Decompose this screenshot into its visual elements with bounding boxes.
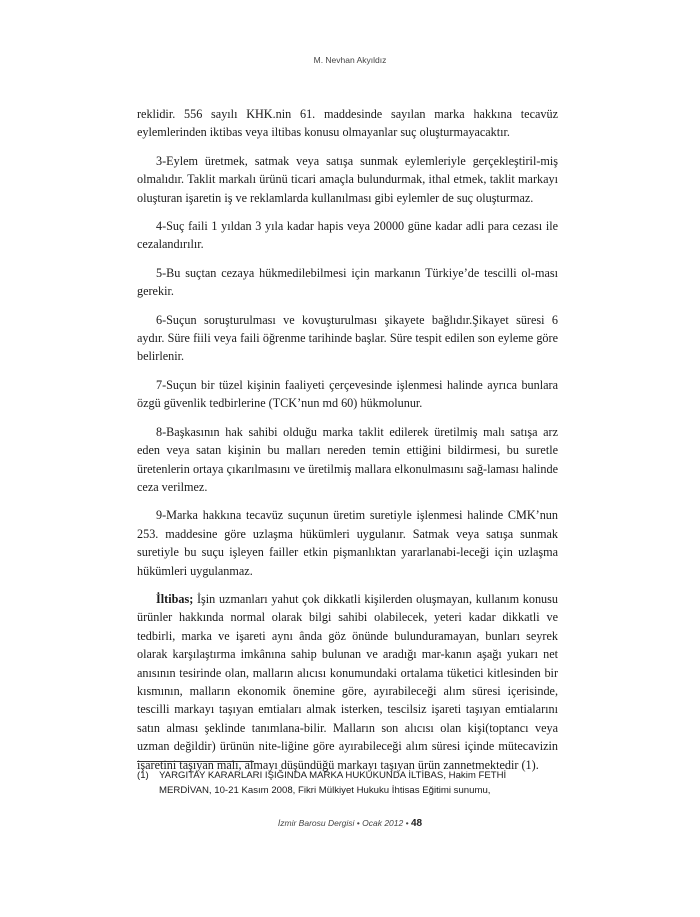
paragraph-continuation: reklidir. 556 sayılı KHK.nin 61. maddesinde sayılan marka hakkına tecavüz eylemlerinden iktibas veya iltibas konusu olmayanlar suç oluşturmayacaktır. xyxy=(137,107,558,140)
paragraph-item-4: 4-Suç faili 1 yıldan 3 yıla kadar hapis veya 20000 güne kadar adli para cezası ile cezalandırılır. xyxy=(137,219,558,252)
paragraph-item-3: 3-Eylem üretmek, satmak veya satışa sunmak eylemleriyle gerçekleştiril-miş olmalıdır. Taklit markalı ürünü ticari amaçla bulundurmak, ithal etmek, taklit markayı oluşturan işaretin iş ve reklamlarda kullanılması gibi eylemler de suç oluşturmaz. xyxy=(137,153,558,205)
footnote-separator xyxy=(137,761,254,762)
paragraph-iltibas-text: İşin uzmanları yahut çok dikkatli kişilerden oluşmayan, kullanım konusu ürünler hakkında normal olarak bilgi sahibi olabilecek, yeteri kadar dikkatli ve tedbirli, marka ve işareti aynı ânda göz önünde bulunduramayan, bunları seyrek olarak karşılaştırma imkânına sahip bulunan ve aradığı mar-kanın aşağı yukarı net anısının tesirinde olan, malların alıcısı konumundaki ortalama tüketici kitlesinden bir kısmının, malların ekonomik önemine göre, ayırabileceği alım süresi içerisinde, tescilli markayı taşıyan emtiaları almak isterken, tescilsiz işareti taşıyan emtialarını satın alması şeklinde tanımlana-bilir. Malların son alıcısı olan kişi(toptancı veya uzman değildir) ürünün nite-liğine göre ayırabileceği alım süresi içinde mütecavizin işaretini taşıyan malı, almayı düşündüğü markayı taşıyan ürün zannetmektedir (1). xyxy=(137,591,558,772)
paragraph-item-8: 8-Başkasının hak sahibi olduğu marka taklit edilerek üretilmiş malı satışa arz eden veya satan kişinin bu malları nereden temin ettiğini bildirmesi, bu suretle üretenlerin ortaya çıkarılmasını ve üretilmiş mallara elkonulmasını sağ-laması halinde ceza verilmez. xyxy=(137,424,558,494)
page-number: 48 xyxy=(410,818,423,829)
paragraph-item-7: 7-Suçun bir tüzel kişinin faaliyeti çerçevesinde işlenmesi halinde ayrıca bunlara özgü güvenlik tedbirlerine (TCK’nun md 60) hükmolunur. xyxy=(137,377,558,411)
paragraph-item-5: 5-Bu suçtan cezaya hükmedilebilmesi için markanın Türkiye’de tescilli ol-ması gerekir. xyxy=(137,265,558,299)
journal-citation: İzmir Barosu Dergisi • Ocak 2012 • xyxy=(277,818,409,828)
footnote xyxy=(137,768,558,798)
paragraph-item-9: 9-Marka hakkına tecavüz suçunun üretim suretiyle işlenmesi halinde CMK’nun 253. maddesine göre uzlaşma hükümleri uygulanır. Satmak veya satışa sunmak suretiyle bu suçu işleyen failler etkin pişmanlıktan yararlanabi-leceği için uzlaşma hükümleri uygulanmaz. xyxy=(137,508,558,578)
running-footer xyxy=(0,818,700,829)
running-header: M. Nevhan Akyıldız xyxy=(313,55,387,65)
footnote-marker: (1) xyxy=(137,770,149,781)
paragraph-iltibas xyxy=(137,590,558,774)
term-iltibas: İltibas; xyxy=(156,591,194,606)
footnote-text: YARGITAY KARARLARI IŞIĞINDA MARKA HUKUKUNDA İLTİBAS, Hakim FETHİ MERDİVAN, 10-21 Kasım 2008, Fikri Mülkiyet Hukuku İhtisas Eğitimi sunumu, xyxy=(159,770,507,796)
body-text xyxy=(137,105,558,774)
paragraph-item-6: 6-Suçun soruşturulması ve kovuşturulması şikayete bağlıdır.Şikayet süresi 6 aydır. Süre fiili veya faili öğrenme tarihinde başlar. Süre tespit edilen son eyleme göre belirlenir. xyxy=(137,312,558,364)
